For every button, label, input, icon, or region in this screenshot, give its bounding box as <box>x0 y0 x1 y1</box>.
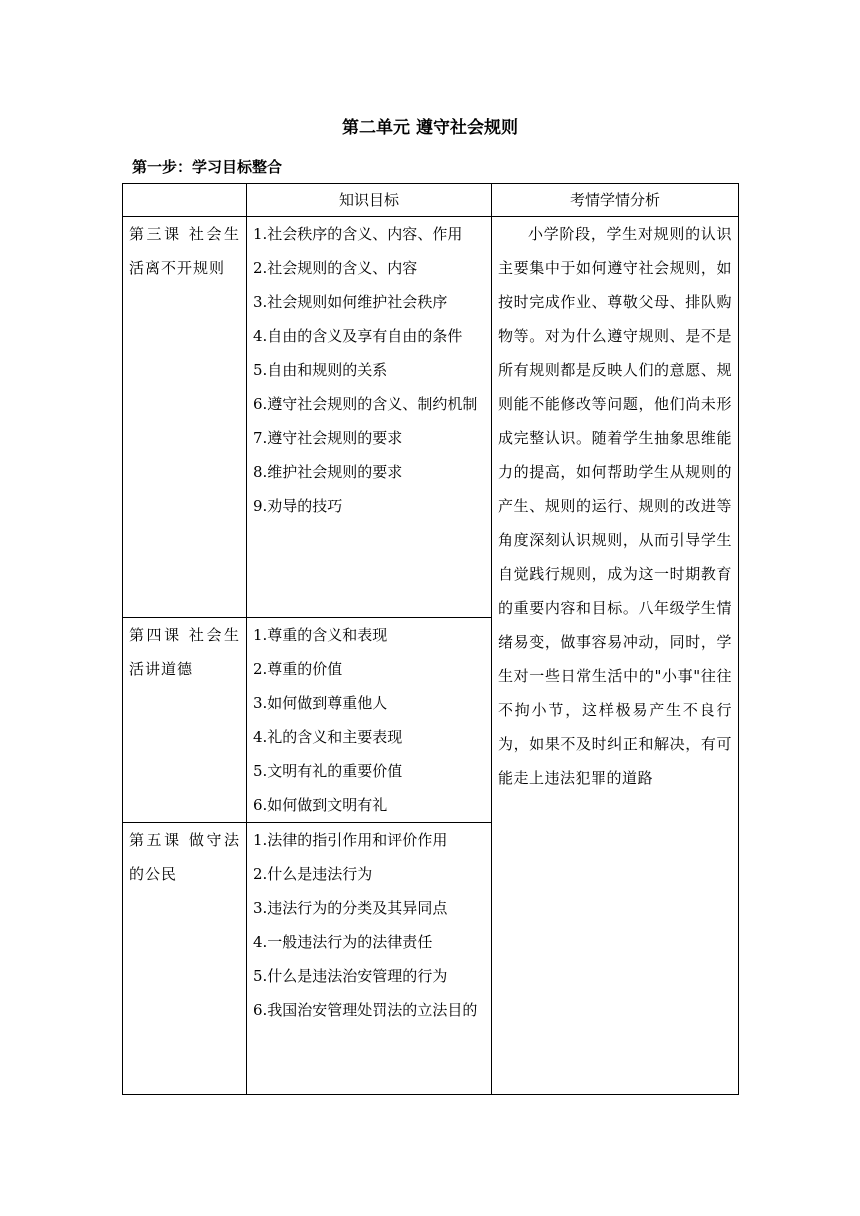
list-item: 2.尊重的价值 <box>253 660 343 678</box>
knowledge-items-cell <box>247 217 492 618</box>
header-empty-cell <box>123 184 247 217</box>
list-item: 5.什么是违法治安管理的行为 <box>253 967 448 985</box>
list-item: 5.文明有礼的重要价值 <box>253 762 403 780</box>
list-item: 5.自由和规则的关系 <box>253 361 388 379</box>
lesson-cell <box>123 618 247 823</box>
list-item: 1.社会秩序的含义、内容、作用 <box>253 225 463 243</box>
list-item: 6.我国治安管理处罚法的立法目的 <box>253 1001 478 1019</box>
list-item: 3.违法行为的分类及其异同点 <box>253 899 448 917</box>
list-item: 4.一般违法行为的法律责任 <box>253 933 433 951</box>
knowledge-items-cell <box>247 823 492 1095</box>
list-item: 8.维护社会规则的要求 <box>253 463 403 481</box>
list-item: 4.礼的含义和主要表现 <box>253 728 403 746</box>
lesson-cell <box>123 823 247 1095</box>
table-header-row <box>123 184 739 217</box>
header-knowledge-goals: 知识目标 <box>247 184 492 217</box>
knowledge-items-cell <box>247 618 492 823</box>
lesson-name: 第四课 社会生活讲道德 <box>129 626 240 678</box>
list-item: 1.法律的指引作用和评价作用 <box>253 831 448 849</box>
list-item: 6.如何做到文明有礼 <box>253 796 388 814</box>
page-title: 第二单元 遵守社会规则 <box>342 118 518 138</box>
analysis-cell <box>492 217 739 1095</box>
list-item: 3.社会规则如何维护社会秩序 <box>253 293 448 311</box>
list-item: 6.遵守社会规则的含义、制约机制 <box>253 395 478 413</box>
list-item: 1.尊重的含义和表现 <box>253 626 388 644</box>
header-analysis: 考情学情分析 <box>492 184 739 217</box>
list-item: 2.社会规则的含义、内容 <box>253 259 418 277</box>
table-row <box>123 217 739 618</box>
list-item: 9.劝导的技巧 <box>253 497 343 515</box>
list-item: 4.自由的含义及享有自由的条件 <box>253 327 463 345</box>
step-title: 第一步：学习目标整合 <box>132 158 283 176</box>
learning-goals-table <box>122 183 739 1095</box>
lesson-name: 第三课 社会生活离不开规则 <box>129 225 240 277</box>
list-item: 7.遵守社会规则的要求 <box>253 429 403 447</box>
analysis-text: 小学阶段，学生对规则的认识主要集中于如何遵守社会规则，如按时完成作业、尊敬父母、排队购物等。对为什么遵守规则、是不是所有规则都是反映人们的意愿、规则能不能修改等问题，他们尚未形成完整认识。随着学生抽象思维能力的提高，如何帮助学生从规则的产生、规则的运行、规则的改进等角度深刻认识规则，从而引导学生自觉践行规则，成为这一时期教育的重要内容和目标。八年级学生情绪易变，做事容易冲动，同时，学生对一些日常生活中的"小事"往往不拘小节，这样极易产生不良行为，如果不及时纠正和解决，有可能走上违法犯罪的道路 <box>498 225 732 787</box>
list-item: 2.什么是违法行为 <box>253 865 373 883</box>
lesson-name: 第五课 做守法的公民 <box>129 831 240 883</box>
lesson-cell <box>123 217 247 618</box>
list-item: 3.如何做到尊重他人 <box>253 694 388 712</box>
